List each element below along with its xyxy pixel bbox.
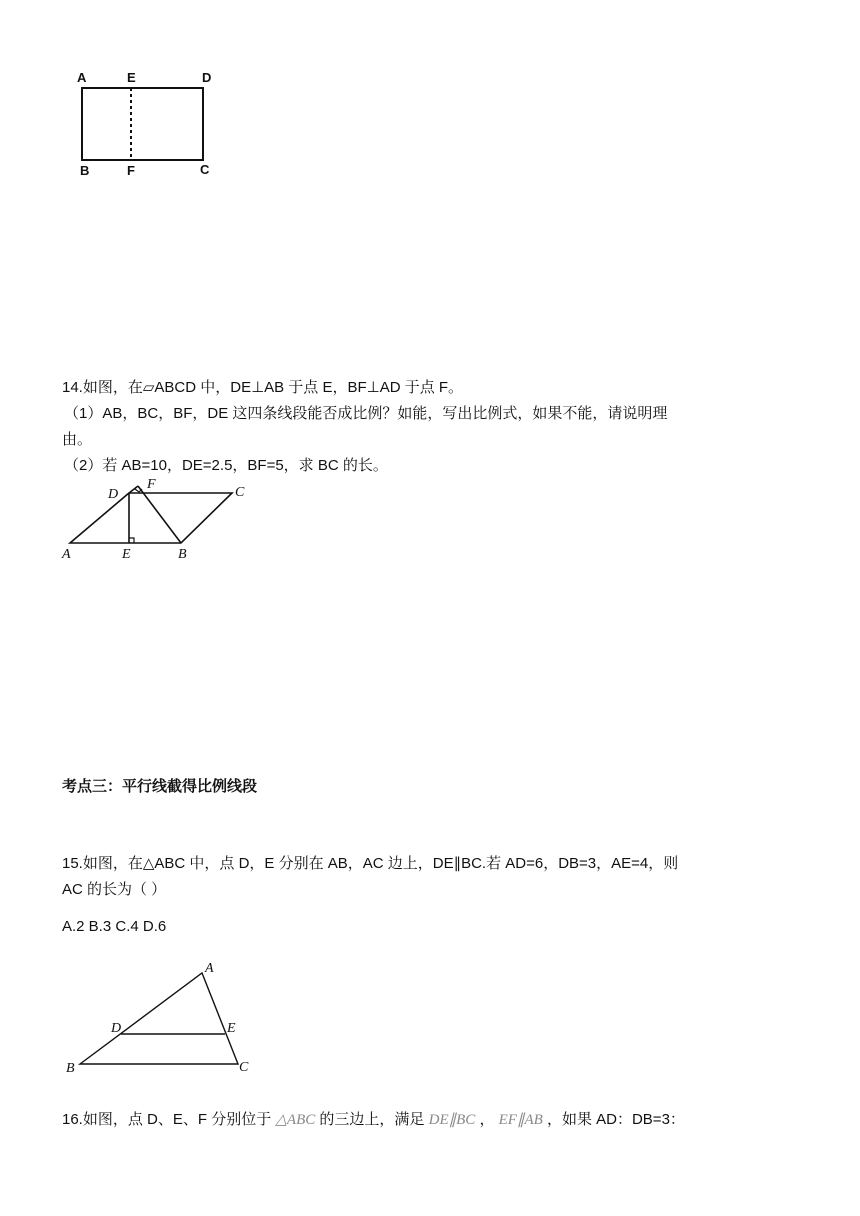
figure-rectangle-abcd <box>70 66 230 186</box>
label-a: A <box>77 70 87 85</box>
q16-suffix: ，如果 AD：DB=3： <box>546 1111 685 1128</box>
q14-part2: （2）若 AB=10，DE=2.5，BF=5，求 BC 的长。 <box>64 457 388 474</box>
label-d: D <box>108 487 119 502</box>
triangle-outline <box>80 973 238 1064</box>
label-e: E <box>122 547 131 562</box>
triangle-diagram <box>60 958 260 1080</box>
q15-stem-line2: AC 的长为（ ） <box>62 881 167 898</box>
label-b: B <box>80 163 90 178</box>
math-triangle-abc: △ABC <box>275 1112 316 1128</box>
q16-prefix: 16.如图，点 D、E、F 分别位于 <box>62 1111 272 1128</box>
label-a: A <box>205 961 214 976</box>
figure-parallelogram-abcd <box>58 476 258 568</box>
label-d: D <box>111 1021 122 1036</box>
rectangle-outline <box>82 88 203 160</box>
q14-part1-line2: 由。 <box>62 431 93 448</box>
math-ef-parallel-ab: EF∥AB <box>498 1112 543 1128</box>
q15-stem-line1: 15.如图，在△ABC 中，点 D，E 分别在 AB，AC 边上，DE∥BC.若 AD=6，DB=3，AE=4，则 <box>62 855 679 872</box>
label-c: C <box>200 162 210 177</box>
q15-options: A.2 B.3 C.4 D.6 <box>62 918 167 935</box>
math-de-parallel-bc: DE∥BC <box>428 1112 476 1128</box>
q14-stem: 14.如图，在▱ABCD 中，DE⊥AB 于点 E，BF⊥AD 于点 F。 <box>62 379 464 396</box>
label-a: A <box>62 547 71 562</box>
parallelogram-diagram <box>58 476 258 568</box>
label-c: C <box>239 1060 249 1075</box>
q16-mid: 的三边上，满足 <box>319 1111 425 1128</box>
label-c: C <box>235 485 245 500</box>
label-d: D <box>202 70 212 85</box>
label-b: B <box>66 1061 75 1076</box>
q14-part1-line1: （1）AB，BC，BF，DE 这四条线段能否成比例？如能，写出比例式，如果不能，请说明理 <box>64 405 668 422</box>
segment-bf <box>138 486 181 543</box>
label-e: E <box>127 70 136 85</box>
section-title: 考点三：平行线截得比例线段 <box>62 778 258 795</box>
q16-sep: ， <box>479 1111 495 1128</box>
figure-triangle-abc <box>60 958 260 1080</box>
label-f: F <box>127 163 135 178</box>
label-b: B <box>178 547 187 562</box>
label-e: E <box>227 1021 236 1036</box>
right-angle-mark-f <box>135 489 142 492</box>
parallelogram-outline <box>70 493 232 543</box>
label-f: F <box>147 477 156 492</box>
q16-stem <box>62 1107 685 1133</box>
